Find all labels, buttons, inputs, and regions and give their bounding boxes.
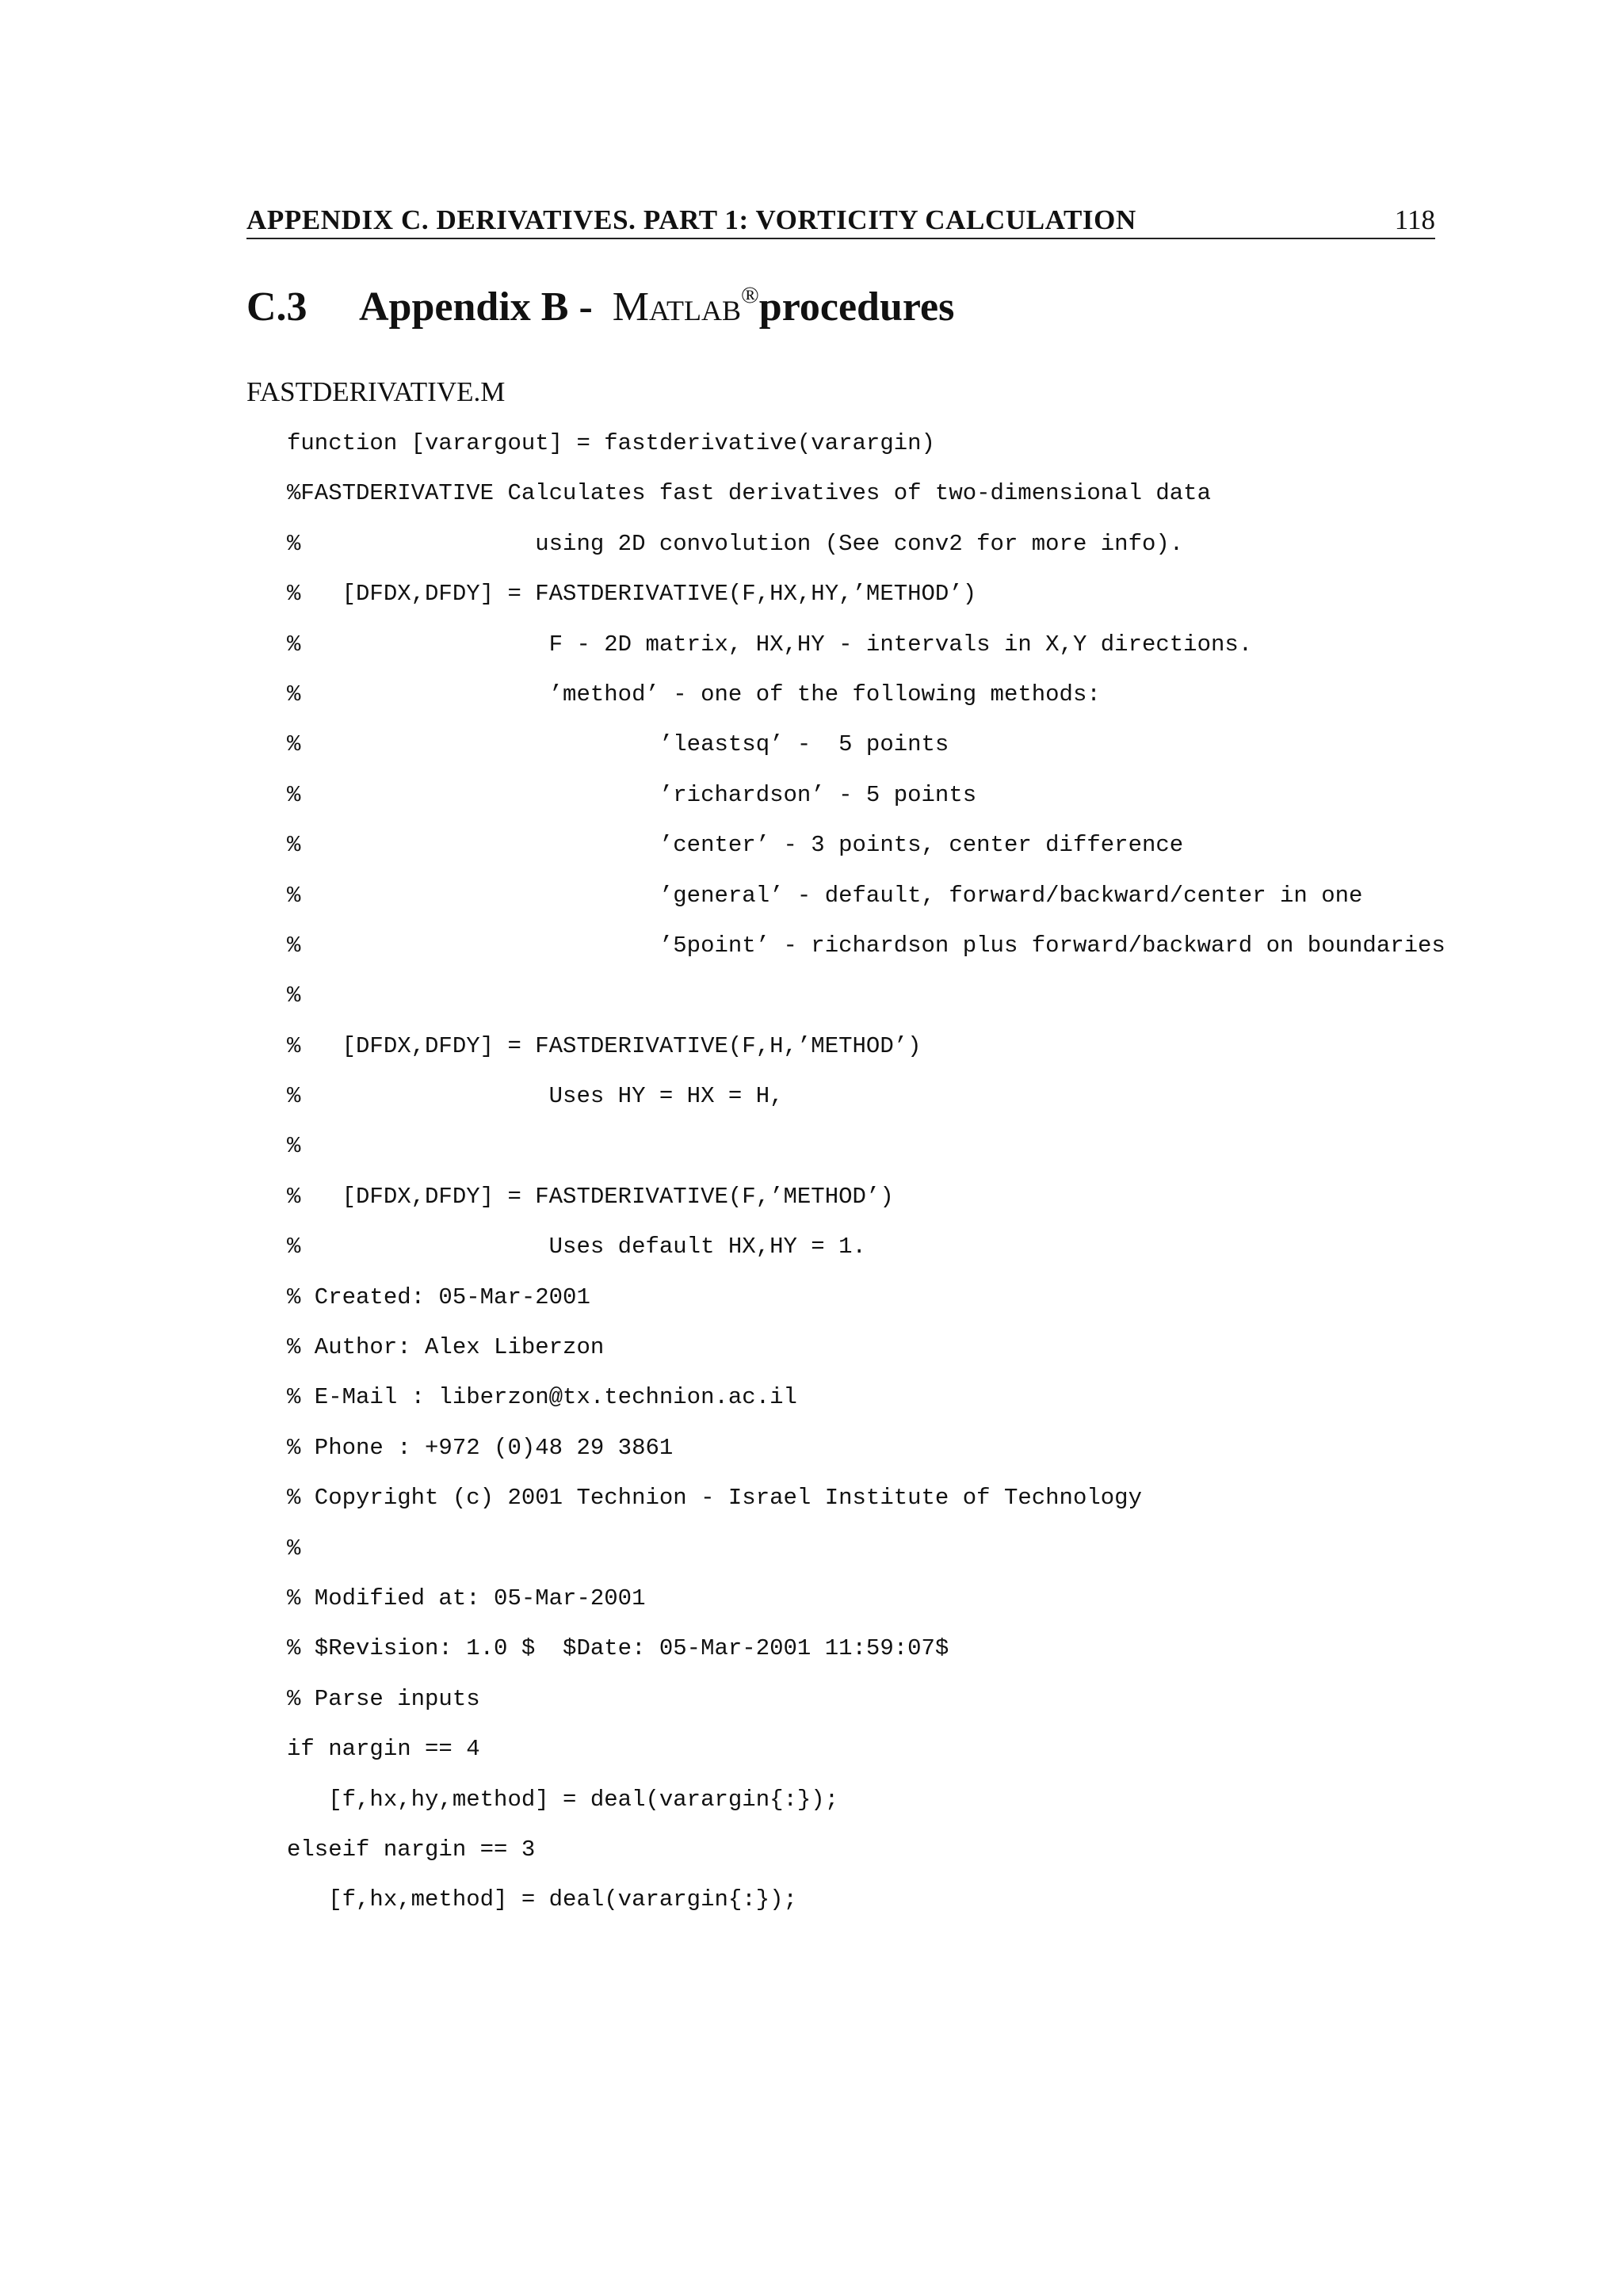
- code-line: function [varargout] = fastderivative(varargin): [287, 430, 935, 456]
- section-heading: [246, 284, 954, 330]
- code-line: [f,hx,hy,method] = deal(varargin{:});: [287, 1786, 839, 1813]
- registered-mark: ®: [741, 282, 759, 308]
- file-label: FASTDERIVATIVE.M: [246, 376, 506, 407]
- code-line: %FASTDERIVATIVE Calculates fast derivatives of two-dimensional data: [287, 480, 1211, 507]
- chapter-title: APPENDIX C. DERIVATIVES. PART 1: VORTICITY CALCULATION: [246, 204, 1136, 235]
- code-line: % $Revision: 1.0 $ $Date: 05-Mar-2001 11:59:07$: [287, 1635, 949, 1662]
- code-line: % using 2D convolution (See conv2 for more info).: [287, 530, 1184, 557]
- code-line: % Copyright (c) 2001 Technion - Israel Institute of Technology: [287, 1485, 1142, 1512]
- running-header: [246, 200, 1435, 239]
- code-line: % Created: 05-Mar-2001: [287, 1283, 590, 1310]
- section-title-suffix: procedures: [758, 284, 955, 330]
- page-number: 118: [1394, 204, 1435, 235]
- code-line: %: [287, 1133, 301, 1160]
- code-line: % Phone : +972 (0)48 29 3861: [287, 1434, 674, 1461]
- code-line: % [DFDX,DFDY] = FASTDERIVATIVE(F,H,’METHOD’): [287, 1032, 922, 1059]
- code-line: % ’center’ - 3 points, center difference: [287, 832, 1184, 859]
- section-title-matlab: Matlab: [612, 284, 741, 330]
- code-line: if nargin == 4: [287, 1736, 480, 1763]
- section-title-prefix: Appendix B -: [359, 284, 603, 330]
- code-line: % ’richardson’ - 5 points: [287, 781, 977, 808]
- code-line: % Uses default HX,HY = 1.: [287, 1234, 866, 1261]
- code-line: % Uses HY = HX = H,: [287, 1083, 784, 1110]
- code-line: %: [287, 982, 301, 1009]
- code-line: % Modified at: 05-Mar-2001: [287, 1585, 646, 1611]
- code-line: % [DFDX,DFDY] = FASTDERIVATIVE(F,HX,HY,’METHOD’): [287, 581, 977, 608]
- code-line: % ’method’ - one of the following methods:: [287, 681, 1101, 707]
- code-line: [f,hx,method] = deal(varargin{:});: [287, 1886, 797, 1913]
- section-number: C.3: [246, 284, 307, 330]
- code-line: % ’general’ - default, forward/backward/center in one: [287, 882, 1363, 909]
- code-line: % F - 2D matrix, HX,HY - intervals in X,Y directions.: [287, 631, 1253, 658]
- code-line: % Author: Alex Liberzon: [287, 1334, 605, 1361]
- code-listing: [287, 428, 1445, 1935]
- code-line: %: [287, 1535, 301, 1562]
- code-line: elseif nargin == 3: [287, 1836, 536, 1863]
- code-line: % ’5point’ - richardson plus forward/backward on boundaries: [287, 932, 1445, 959]
- code-line: % ’leastsq’ - 5 points: [287, 731, 949, 758]
- code-line: % E-Mail : liberzon@tx.technion.ac.il: [287, 1384, 797, 1411]
- code-line: % [DFDX,DFDY] = FASTDERIVATIVE(F,’METHOD’): [287, 1183, 894, 1210]
- code-line: % Parse inputs: [287, 1685, 480, 1712]
